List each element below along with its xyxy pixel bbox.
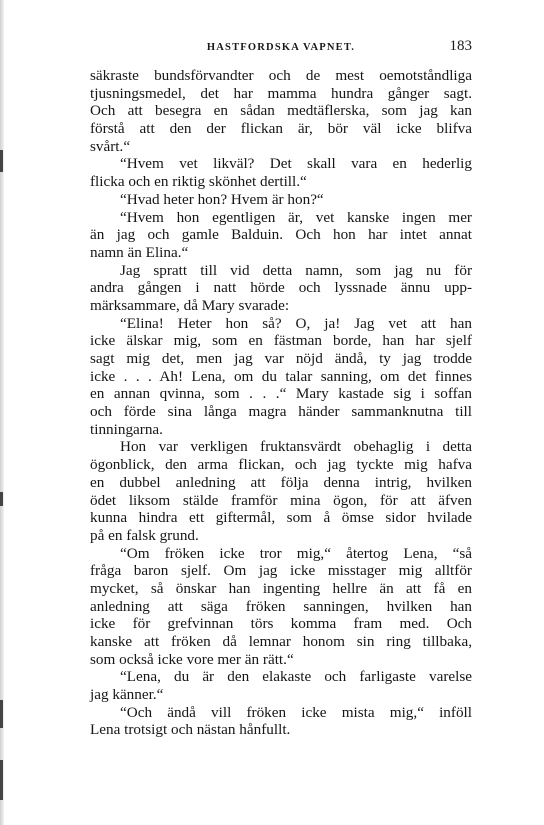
text-line: jag känner.“ <box>90 686 164 704</box>
text-line: på en falsk grund. <box>90 526 199 544</box>
text-line: “Hvad heter hon? Hvem är hon?“ <box>120 190 324 208</box>
text-line: kunna hindra ett giftermål, som å ömse sidor hvilade <box>90 509 472 527</box>
page-left-edge <box>0 0 4 825</box>
text-line: flicka och en riktig skönhet dertill.“ <box>90 173 307 191</box>
text-line: icke älskar mig, som en fästman borde, han har sjelf <box>90 332 472 350</box>
text-line: en dubbel anledning att följa denna intrig, hvilken <box>90 473 472 491</box>
body-text <box>90 67 472 739</box>
text-line: “Elina! Heter hon så? O, ja! Jag vet att han <box>120 314 472 332</box>
text-line: “Om fröken icke tror mig,“ återtog Lena, “så <box>120 544 472 562</box>
text-line: fråga baron sjelf. Om jag icke misstager mig alltför <box>90 562 472 580</box>
page-number: 183 <box>449 38 472 54</box>
text-line: mycket, så önskar han ingenting hellre än att få en <box>90 579 472 597</box>
text-line: Hon var verkligen fruktansvärdt obehaglig i detta <box>120 438 472 456</box>
text-line: anledning att säga fröken sanningen, hvilken han <box>90 597 472 615</box>
text-line: ögonblick, den arma flickan, och jag tyckte mig hafva <box>90 456 472 474</box>
text-line: Lena trotsigt och nästan hånfullt. <box>90 721 291 739</box>
text-line: Och att besegra en sådan medtäflerska, som jag kan <box>90 102 472 120</box>
text-line: förstå att den der flickan är, bör väl icke blifva <box>90 120 472 138</box>
text-line: än jag och gamle Balduin. Och hon har intet annat <box>90 226 472 244</box>
text-line: “Och ändå vill fröken icke mista mig,“ inföll <box>120 703 472 721</box>
text-line: tjusningsmedel, det har mamma hundra gånger sagt. <box>90 84 472 102</box>
binding-mark <box>0 492 3 506</box>
text-line: “Hvem hon egentligen är, vet kanske ingen mer <box>120 208 472 226</box>
text-line: säkraste bundsförvandter och de mest oemotståndliga <box>90 67 472 84</box>
text-line: svårt.“ <box>90 137 131 155</box>
text-line: namn än Elina.“ <box>90 243 189 261</box>
running-head <box>90 38 472 58</box>
text-line: andra gången i natt hörde och lyssnade ännu upp- <box>90 279 472 297</box>
text-line: tinningarna. <box>90 420 163 438</box>
text-line: som också icke vore mer än rätt.“ <box>90 650 294 668</box>
text-line: märksammare, då Mary svarade: <box>90 296 290 314</box>
text-line: icke . . . Ah! Lena, om du talar sanning, om det finnes <box>90 367 472 385</box>
text-line: Jag spratt till vid detta namn, som jag nu för <box>120 261 472 279</box>
text-line: “Lena, du är den elakaste och farligaste varelse <box>120 668 472 686</box>
running-head-title: HASTFORDSKA VAPNET. <box>206 42 356 53</box>
binding-mark <box>0 150 3 172</box>
binding-mark <box>0 760 3 800</box>
text-line: och förde sina långa magra händer sammanknutna till <box>90 403 472 421</box>
text-line: icke för grefvinnan törs komma fram med. Och <box>90 615 472 633</box>
text-line: ödet liksom stälde framför mina ögon, för att äfven <box>90 491 472 509</box>
text-line: en annan qvinna, som . . .“ Mary kastade sig i soffan <box>90 385 472 403</box>
text-line: kanske att fröken då lemnar honom sin ring tillbaka, <box>90 633 472 650</box>
text-line: “Hvem vet likväl? Det skall vara en hederlig <box>120 155 472 173</box>
text-line: sagt mig det, men jag var nöjd ändå, ty jag trodde <box>90 350 472 367</box>
binding-mark <box>0 700 3 728</box>
